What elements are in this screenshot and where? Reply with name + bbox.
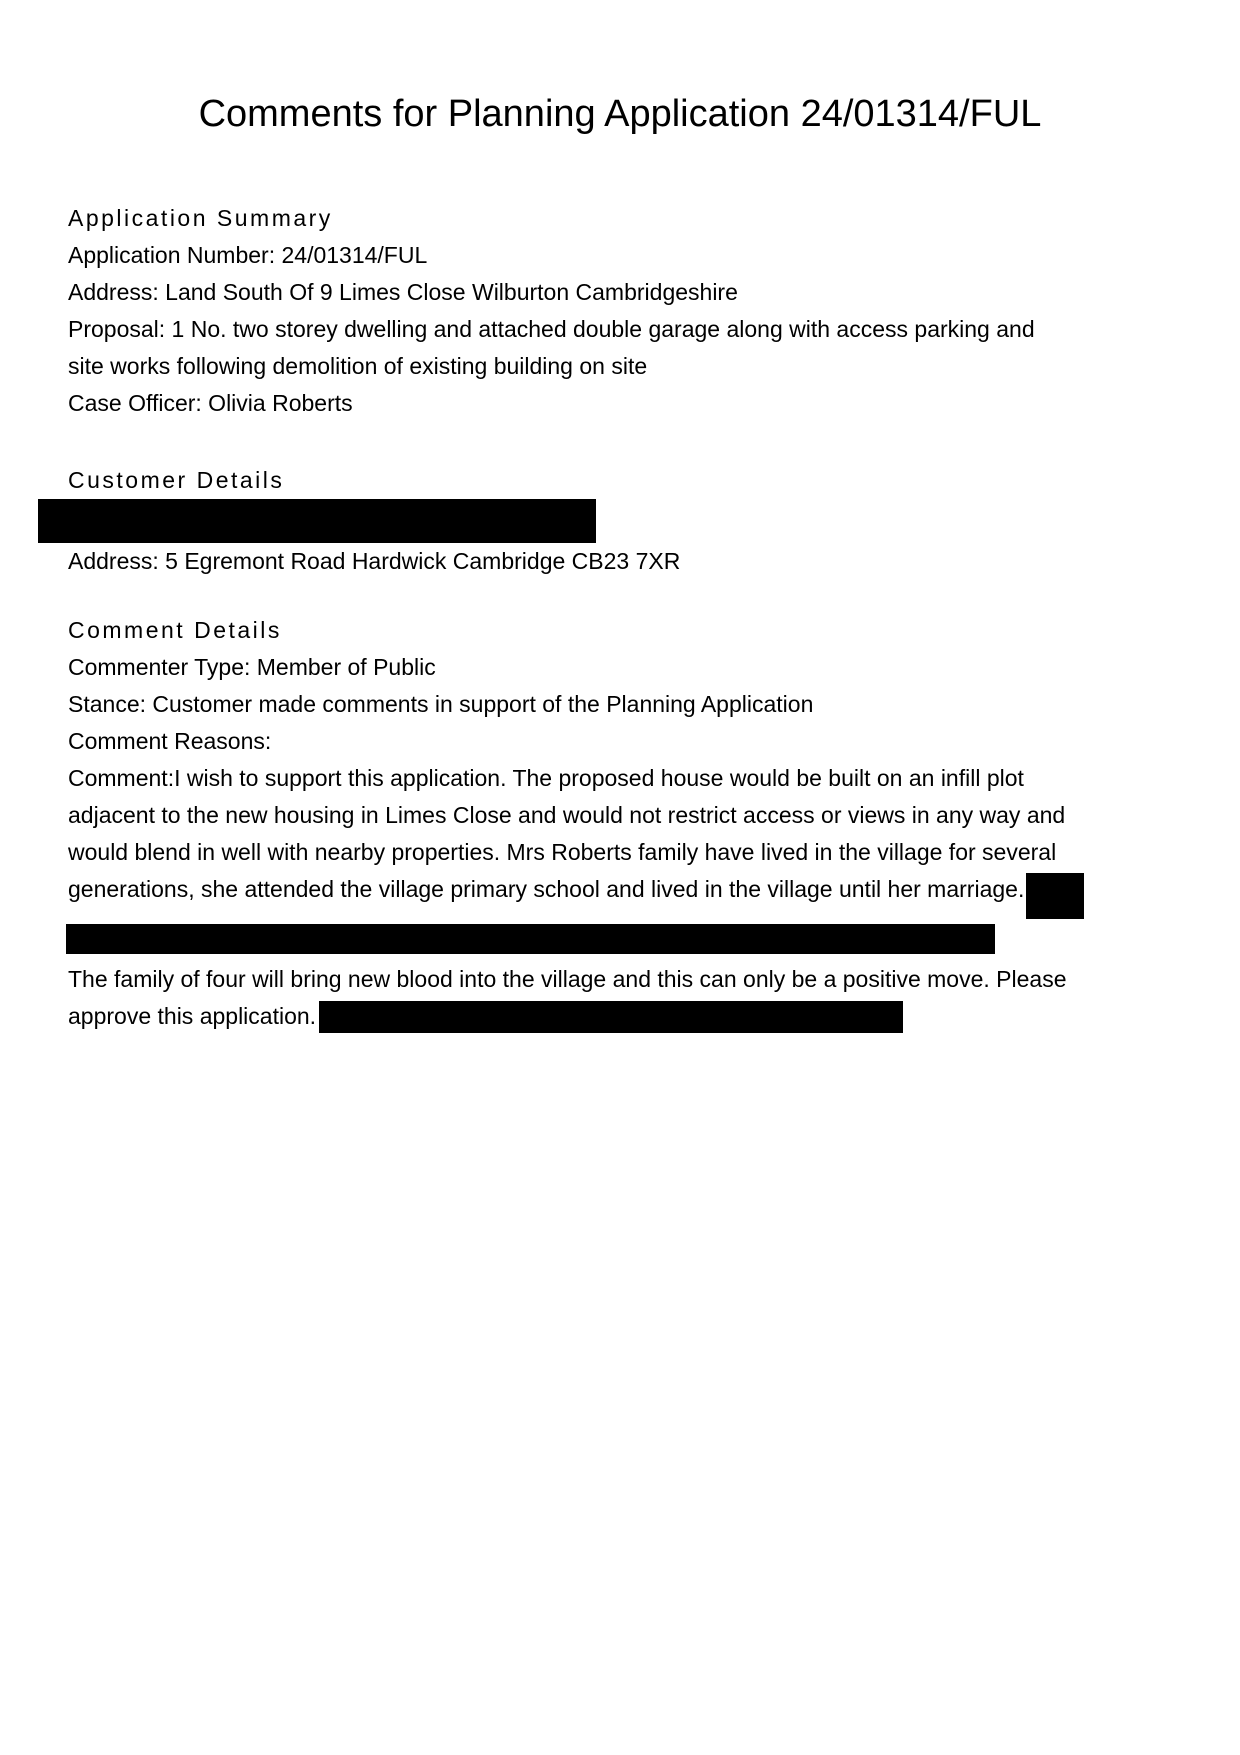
commenter-type-line: Commenter Type: Member of Public [68, 654, 436, 680]
page-title: Comments for Planning Application 24/01314/FUL [198, 93, 1042, 135]
application-summary-section [68, 200, 1035, 422]
case-officer-line: Case Officer: Olivia Roberts [68, 390, 353, 416]
redaction-customer-name [38, 499, 596, 543]
customer-details-heading: Customer Details [68, 467, 285, 493]
closing-line-2-text: approve this application. [68, 1003, 317, 1029]
site-address-line: Address: Land South Of 9 Limes Close Wilburton Cambridgeshire [68, 279, 738, 305]
comment-line-3: would blend in well with nearby properties. Mrs Roberts family have lived in the village for several [68, 839, 1057, 865]
closing-line-2 [68, 998, 1084, 1035]
comment-line-4-text: generations, she attended the village primary school and lived in the village until her marriage. [68, 876, 1025, 902]
redaction-signature [319, 1001, 903, 1033]
application-summary-heading: Application Summary [68, 205, 333, 231]
comment-line-4 [68, 871, 1084, 919]
customer-address-line: Address: 5 Egremont Road Hardwick Cambridge CB23 7XR [68, 548, 681, 574]
proposal-line-1: Proposal: 1 No. two storey dwelling and attached double garage along with access parking and [68, 316, 1035, 342]
comment-details-heading: Comment Details [68, 617, 282, 643]
customer-details-section [68, 462, 680, 580]
comment-line-2: adjacent to the new housing in Limes Close and would not restrict access or views in any way and [68, 802, 1066, 828]
comment-details-section [68, 612, 1084, 1035]
application-number-line: Application Number: 24/01314/FUL [68, 242, 428, 268]
redaction-paragraph [66, 924, 995, 954]
comment-line-1: Comment:I wish to support this application. The proposed house would be built on an infill plot [68, 765, 1024, 791]
proposal-line-2: site works following demolition of existing building on site [68, 353, 648, 379]
comment-reasons-label: Comment Reasons: [68, 728, 272, 754]
closing-line-1: The family of four will bring new blood into the village and this can only be a positive move. Please [68, 966, 1067, 992]
redaction-inline-word [1026, 873, 1084, 919]
stance-line: Stance: Customer made comments in support of the Planning Application [68, 691, 814, 717]
